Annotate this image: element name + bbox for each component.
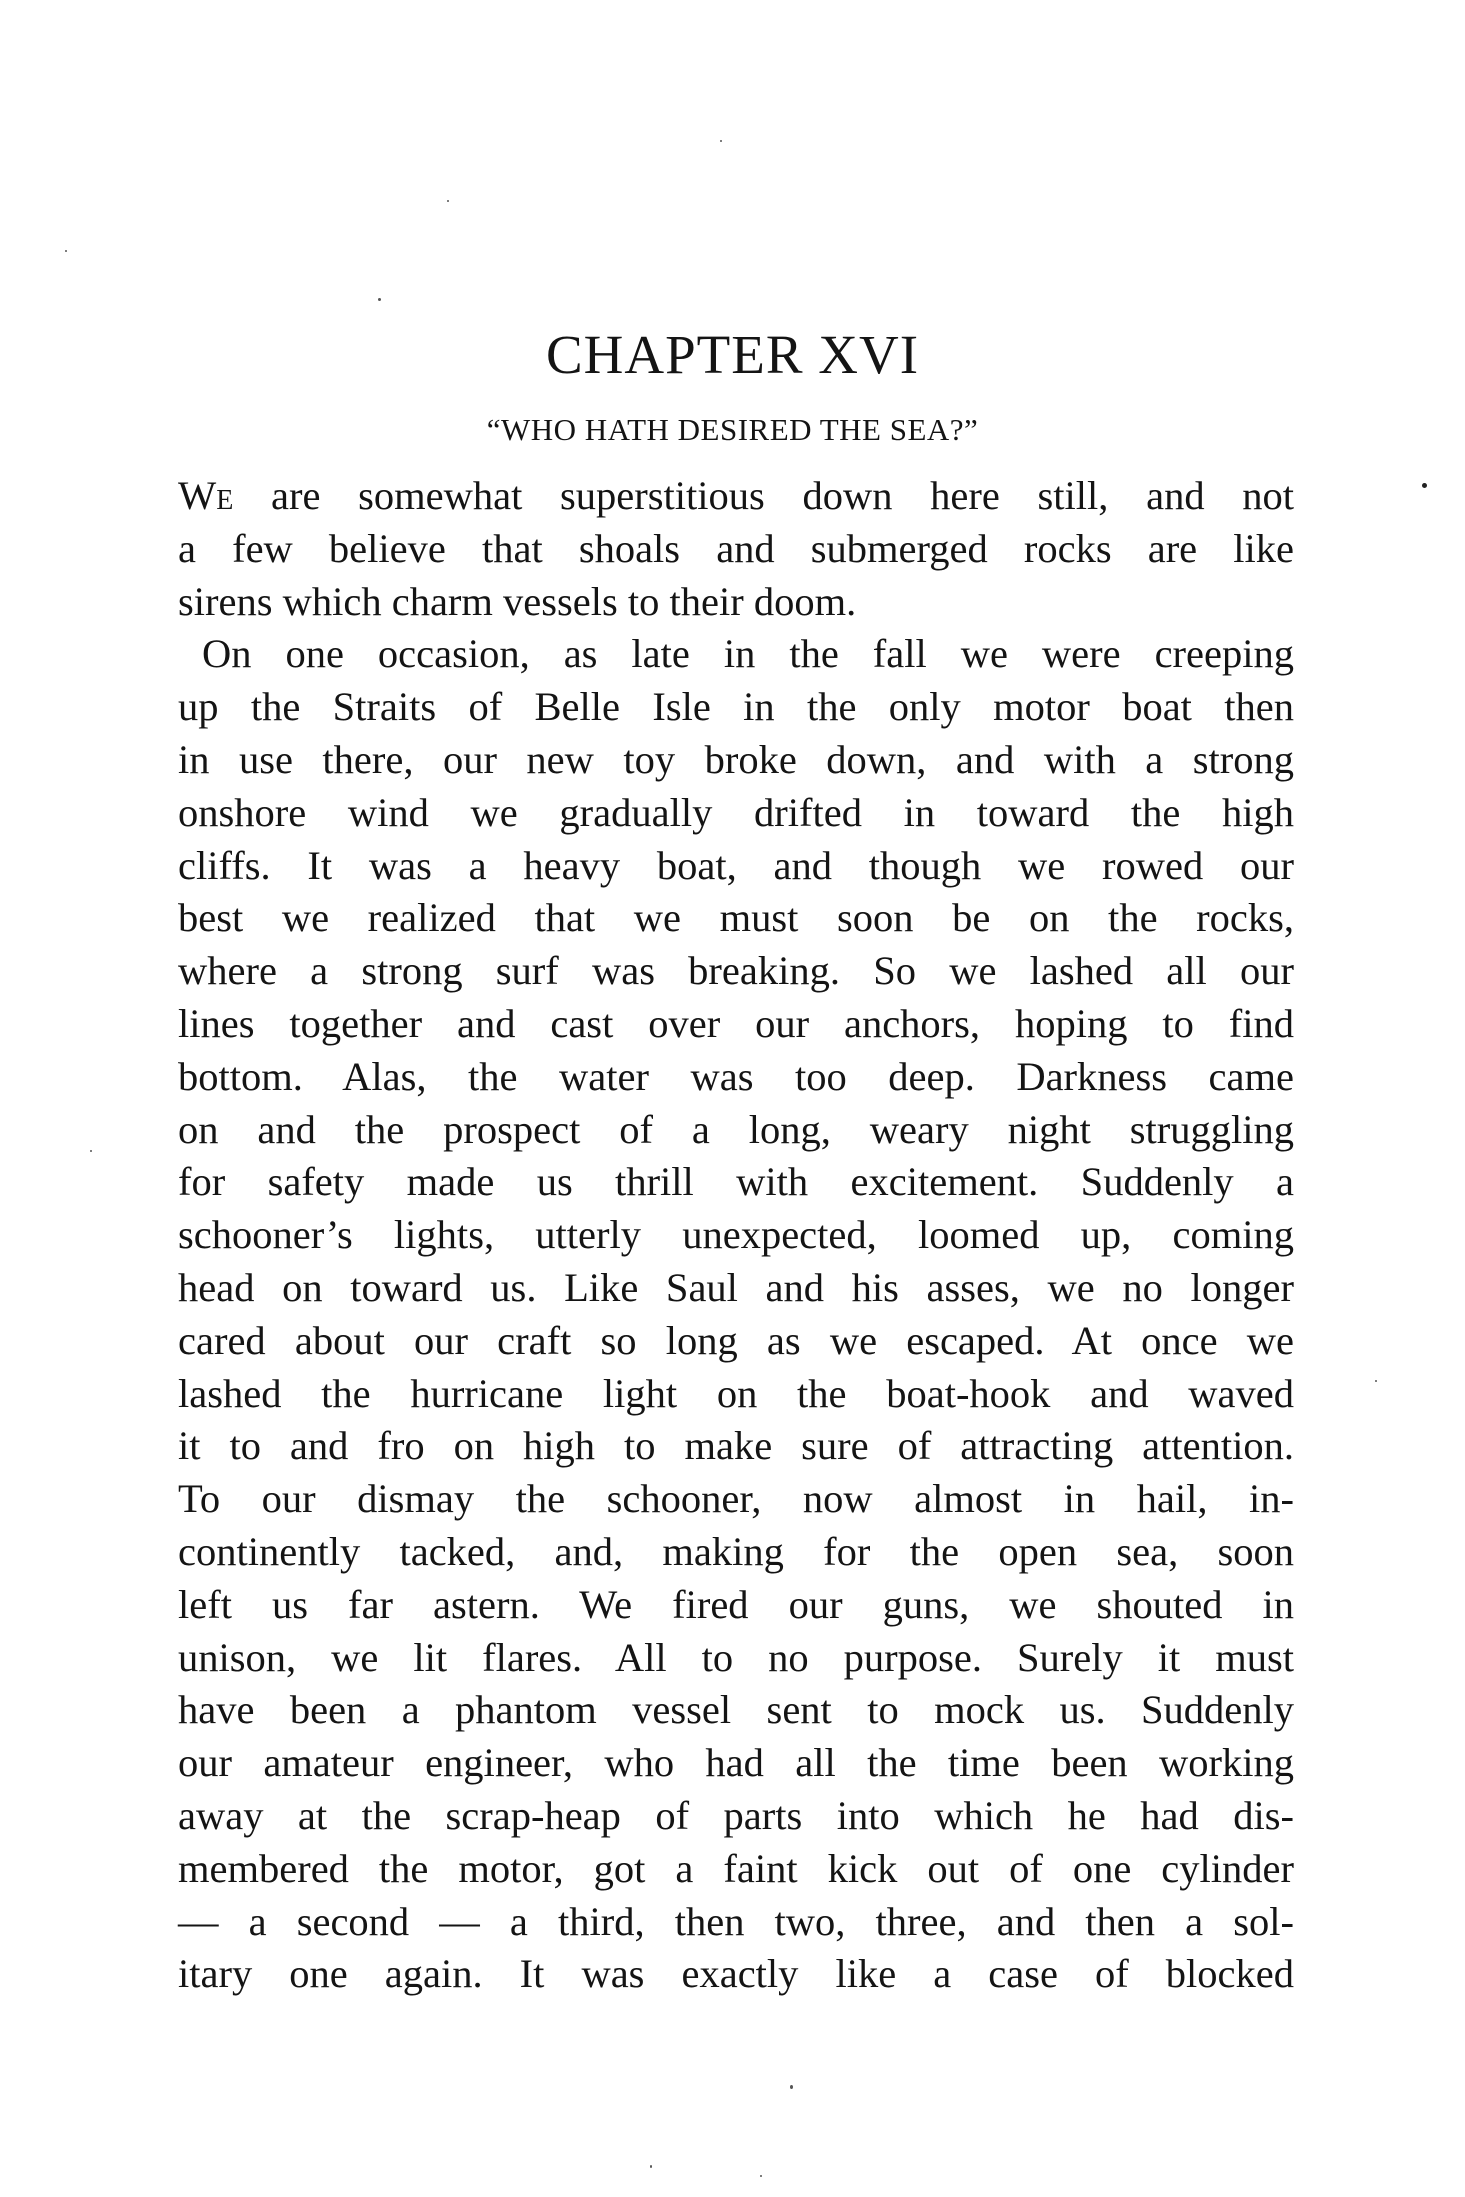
text-line: We are somewhat superstitious down here still, and not [178, 473, 1294, 518]
text-line: a few believe that shoals and submerged rocks are like [178, 525, 1294, 571]
text-line: it to and fro on high to make sure of attracting attention. [178, 1423, 1294, 1469]
text-line: where a strong surf was breaking. So we lashed all our [178, 948, 1294, 994]
text-line: have been a phantom vessel sent to mock us. Suddenly [178, 1687, 1294, 1733]
scan-speck [447, 200, 449, 202]
text-line: left us far astern. We fired our guns, we shouted in [178, 1581, 1294, 1627]
scan-speck [760, 2175, 762, 2177]
text-line: membered the motor, got a faint kick out of one cylinder [178, 1845, 1294, 1891]
text-line: on and the prospect of a long, weary night struggling [178, 1106, 1294, 1152]
scan-speck [790, 2085, 793, 2089]
scan-speck [90, 1150, 92, 1152]
text-line: schooner’s lights, utterly unexpected, loomed up, coming [178, 1212, 1294, 1258]
text-line: sirens which charm vessels to their doom. [178, 578, 857, 624]
text-line: away at the scrap-heap of parts into which he had dis- [178, 1792, 1294, 1838]
text-line: best we realized that we must soon be on the rocks, [178, 895, 1294, 941]
scan-speck [65, 250, 67, 252]
scan-speck [720, 140, 722, 142]
text-line: — a second — a third, then two, three, and then a sol- [178, 1898, 1294, 1944]
body-text [178, 470, 1294, 2001]
text-line: continently tacked, and, making for the open sea, soon [178, 1528, 1294, 1574]
text-line: lines together and cast over our anchors, hoping to find [178, 1000, 1294, 1046]
scan-speck [1375, 1380, 1377, 1382]
text-line: lashed the hurricane light on the boat-hook and waved [178, 1370, 1294, 1416]
text-line: in use there, our new toy broke down, and with a strong [178, 736, 1294, 782]
text-line: To our dismay the schooner, now almost in hail, in- [178, 1476, 1294, 1522]
text-line: unison, we lit flares. All to no purpose. Surely it must [178, 1634, 1294, 1680]
text-line: our amateur engineer, who had all the time been working [178, 1740, 1294, 1786]
scan-speck [378, 298, 381, 301]
chapter-subtitle: “WHO HATH DESIRED THE SEA?” [486, 412, 979, 447]
text-line: onshore wind we gradually drifted in toward the high [178, 789, 1294, 835]
text-line: bottom. Alas, the water was too deep. Darkness came [178, 1053, 1294, 1099]
chapter-title: CHAPTER XVI [545, 324, 920, 385]
scan-speck [650, 2165, 652, 2168]
text-line: cliffs. It was a heavy boat, and though we rowed our [178, 842, 1294, 888]
scan-speck [1422, 483, 1427, 488]
text-line: On one occasion, as late in the fall we were creeping [202, 631, 1294, 677]
text-line: cared about our craft so long as we escaped. At once we [178, 1317, 1294, 1363]
text-line: itary one again. It was exactly like a case of blocked [178, 1951, 1294, 1997]
text-line: head on toward us. Like Saul and his asses, we no longer [178, 1264, 1294, 1310]
text-line: up the Straits of Belle Isle in the only motor boat then [178, 684, 1294, 730]
text-line: for safety made us thrill with excitement. Suddenly a [178, 1159, 1294, 1205]
